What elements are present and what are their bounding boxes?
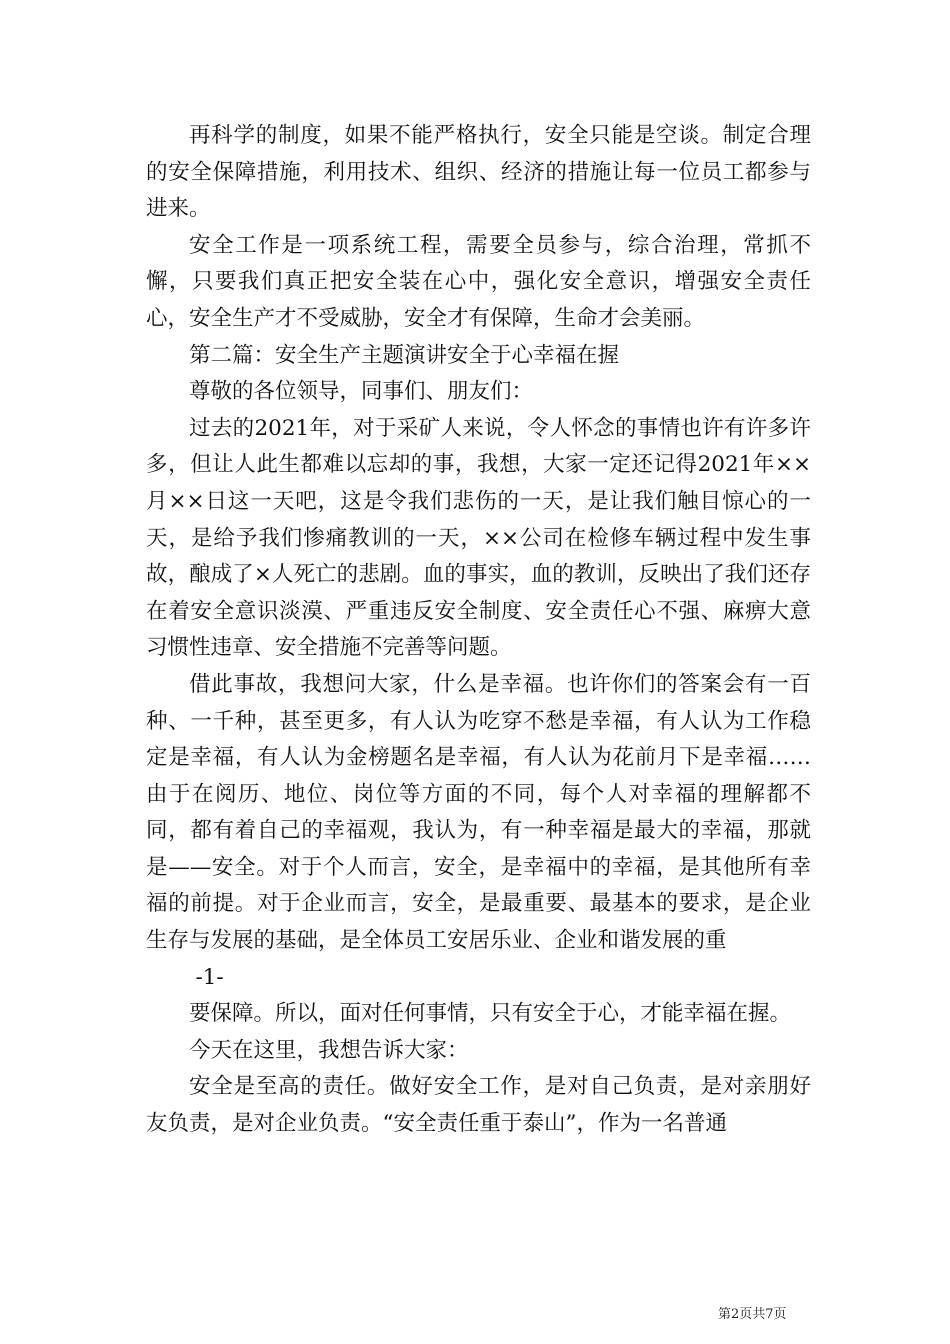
salutation: 尊敬的各位领导，同事们、朋友们： — [189, 379, 534, 405]
inline-page-marker: -1- — [195, 964, 224, 990]
paragraph-7: 安全是至高的责任。做好安全工作，是对自己负责，是对亲朋好友负责，是对企业负责。“安全责任重于泰山”，作为一名普通 — [146, 1074, 811, 1137]
document-body — [146, 118, 811, 1143]
paragraph-2: 安全工作是一项系统工程，需要全员参与，综合治理，常抓不懈，只要我们真正把安全装在心中，强化安全意识，增强安全责任心，安全生产才不受威胁，安全才有保障，生命才会美丽。 — [146, 232, 811, 331]
paragraph-3: 过去的2021年，对于采矿人来说，令人怀念的事情也许有许多许多，但让人此生都难以忘却的事，我想，大家一定还记得2021年××月××日这一天吧，这是令我们悲伤的一天，是让我们触目惊心的一天，是给予我们惨痛教训的一天，××公司在检修车辆过程中发生事故，酿成了×人死亡的悲剧。血的事实，血的教训，反映出了我们还存在着安全意识淡漠、严重违反安全制度、安全责任心不强、麻痹大意习惯性违章、安全措施不完善等问题。 — [146, 415, 811, 661]
paragraph-5: 要保障。所以，面对任何事情，只有安全于心，才能幸福在握。 — [189, 1001, 792, 1027]
paragraph-4: 借此事故，我想问大家，什么是幸福。也许你们的答案会有一百种、一千种，甚至更多，有人认为吃穿不愁是幸福，有人认为工作稳定是幸福，有人认为金榜题名是幸福，有人认为花前月下是幸福……由于在阅历、地位、岗位等方面的不同，每个人对幸福的理解都不同，都有着自己的幸福观，我认为，有一种幸福是最大的幸福，那就是——安全。对于个人而言，安全，是幸福中的幸福，是其他所有幸福的前提。对于企业而言，安全，是最重要、最基本的要求，是企业生存与发展的基础，是全体员工安居乐业、企业和谐发展的重 — [146, 671, 811, 954]
paragraph-6: 今天在这里，我想告诉大家： — [189, 1037, 469, 1063]
page-footer: 第2页共7页 — [718, 1307, 787, 1322]
paragraph-1: 再科学的制度，如果不能严格执行，安全只能是空谈。制定合理的安全保障措施，利用技术、组织、经济的措施让每一位员工都参与进来。 — [146, 123, 811, 222]
section-heading: 第二篇：安全生产主题演讲安全于心幸福在握 — [189, 342, 620, 368]
